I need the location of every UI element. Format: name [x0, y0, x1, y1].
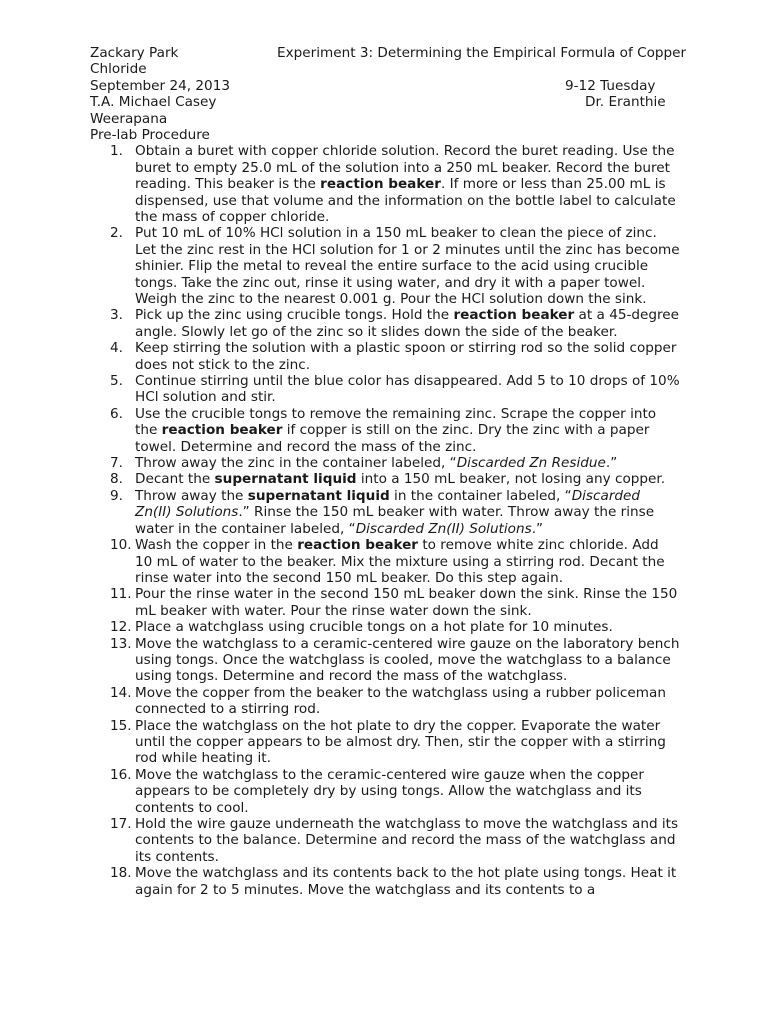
- header-row-3: [90, 78, 690, 94]
- step-number: 11.: [110, 586, 132, 603]
- procedure-step: [90, 685, 680, 718]
- step-number: 14.: [110, 684, 132, 701]
- step-text: in the container labeled, “: [389, 487, 572, 504]
- step-text: Put 10 mL of 10% HCl solution in a 150 mL beaker to clean the piece of zinc. Let the zinc rest in the HCl solution for 1 or 2 minutes until the zinc has become shinier. Flip the metal to reveal the entire surface to the acid using crucible tongs. Take the zinc out, rinse it using water, and dry it with a paper towel. Weigh the zinc to the nearest 0.001 g. Pour the HCl solution down the sink.: [135, 225, 680, 307]
- section-heading: Pre-lab Procedure: [90, 126, 210, 143]
- step-text: Keep stirring the solution with a plastic spoon or stirring rod so the solid copper does not stick to the zinc.: [135, 340, 677, 373]
- procedure-step: [90, 636, 680, 685]
- step-text: Move the watchglass and its contents back to the hot plate using tongs. Heat it again for 2 to 5 minutes. Move the watchglass and its contents to a: [135, 865, 677, 898]
- step-text: Wash the copper in the: [135, 537, 298, 554]
- step-text: Move the watchglass to a ceramic-centered wire gauze on the laboratory bench using tongs. Once the watchglass is cooled, move the watchglass to a balance using tongs. Determine and record the mass of the watchglass.: [135, 635, 680, 685]
- step-text: to remove white zinc chloride. Add 10 mL of water to the beaker. Mix the mixture using a stirring rod. Decant the rinse water into the second 150 mL beaker. Do this step again.: [135, 537, 665, 586]
- step-text: Throw away the: [135, 487, 248, 504]
- step-text: Pick up the zinc using crucible tongs. Hold the: [135, 307, 454, 324]
- step-number: 7.: [110, 455, 123, 472]
- header-row-1: [90, 45, 690, 61]
- step-number: 13.: [110, 635, 132, 652]
- procedure-step: [90, 373, 680, 406]
- procedure-step: [90, 488, 680, 537]
- step-number: 4.: [110, 340, 123, 357]
- step-number: 17.: [110, 816, 132, 832]
- teaching-assistant-continued: Weerapana: [90, 110, 168, 127]
- procedure-step: [90, 406, 680, 455]
- procedure-step: [90, 471, 680, 487]
- step-text: into a 150 mL beaker, not losing any copper.: [356, 471, 666, 488]
- step-number: 10.: [110, 537, 132, 554]
- procedure-step: [90, 619, 680, 635]
- step-text: Move the copper from the beaker to the watchglass using a rubber policeman connected to a stirring rod.: [135, 684, 666, 718]
- step-number: 9.: [110, 487, 123, 504]
- step-text: .”: [605, 455, 618, 472]
- step-text: Obtain a buret with copper chloride solution. Record the buret reading. Use the buret to empty 25.0 mL of the solution into a 250 mL beaker. Record the buret reading. This beaker is the: [135, 143, 675, 193]
- step-text: . If more or less than 25.00 mL is dispensed, use that volume and the information on the bottle label to calculate the mass of copper chloride.: [135, 176, 676, 225]
- lab-section: 9-12 Tuesday: [565, 77, 656, 94]
- procedure-step: [90, 586, 680, 619]
- header-row-5: [90, 111, 690, 127]
- step-text: if copper is still on the zinc. Dry the zinc with a paper towel. Determine and record the mass of the zinc.: [135, 422, 650, 455]
- procedure-step: [90, 865, 680, 898]
- experiment-date: September 24, 2013: [90, 77, 230, 94]
- step-text: at a 45-degree angle. Slowly let go of the zinc so it slides down the side of the beaker.: [135, 307, 680, 340]
- procedure-step: [90, 767, 680, 816]
- container-label: Discarded Zn Residue: [456, 455, 606, 472]
- step-text: Throw away the zinc in the container labeled, “: [135, 455, 457, 472]
- emphasis-term: reaction beaker: [161, 422, 283, 439]
- procedure-step: [90, 340, 680, 373]
- instructor-name: Dr. Eranthie: [585, 94, 666, 111]
- step-text: .” Rinse the 150 mL beaker with water. Throw away the rinse water in the container labeled, “: [135, 504, 655, 537]
- step-text: .”: [531, 520, 544, 537]
- step-number: 8.: [110, 471, 123, 488]
- step-number: 3.: [110, 307, 123, 324]
- procedure-list: [90, 143, 690, 898]
- header-row-2: [90, 61, 690, 77]
- step-number: 2.: [110, 225, 123, 242]
- procedure-step: [90, 225, 680, 307]
- emphasis-term: reaction beaker: [297, 537, 419, 554]
- step-text: Use the crucible tongs to remove the remaining zinc. Scrape the copper into the: [135, 405, 657, 439]
- step-number: 5.: [110, 373, 123, 390]
- container-label: Discarded Zn(II) Solutions: [135, 487, 641, 521]
- procedure-step: [90, 307, 680, 340]
- container-label: Discarded Zn(II) Solutions: [355, 520, 532, 537]
- step-number: 6.: [110, 405, 123, 422]
- experiment-title-continued: Chloride: [90, 61, 147, 78]
- step-text: Place a watchglass using crucible tongs on a hot plate for 10 minutes.: [135, 619, 613, 636]
- procedure-step: [90, 455, 680, 471]
- author-name: Zackary Park: [90, 45, 179, 61]
- step-text: Move the watchglass to the ceramic-centered wire gauze when the copper appears to be completely dry by using tongs. Allow the watchglass and its contents to cool.: [135, 766, 644, 816]
- step-text: Continue stirring until the blue color has disappeared. Add 5 to 10 drops of 10% HCl solution and stir.: [135, 373, 680, 406]
- document-body: [90, 45, 690, 898]
- step-number: 12.: [110, 619, 132, 636]
- procedure-step: [90, 816, 680, 865]
- emphasis-term: supernatant liquid: [247, 487, 390, 504]
- emphasis-term: reaction beaker: [320, 176, 441, 193]
- emphasis-term: supernatant liquid: [214, 471, 357, 488]
- step-number: 1.: [110, 143, 123, 160]
- experiment-title: Experiment 3: Determining the Empirical Formula of Copper: [277, 45, 687, 61]
- step-text: Pour the rinse water in the second 150 mL beaker down the sink. Rinse the 150 mL beaker with water. Pour the rinse water down the sink.: [135, 586, 678, 619]
- step-number: 15.: [110, 717, 132, 734]
- header-row-4: [90, 94, 690, 110]
- teaching-assistant: T.A. Michael Casey: [90, 94, 217, 111]
- step-text: Place the watchglass on the hot plate to dry the copper. Evaporate the water until the copper appears to be almost dry. Then, stir the copper with a stirring rod while heating it.: [135, 717, 666, 767]
- step-text: Decant the: [135, 471, 215, 488]
- step-number: 18.: [110, 865, 132, 882]
- step-number: 16.: [110, 766, 132, 783]
- procedure-step: [90, 143, 680, 225]
- procedure-step: [90, 718, 680, 767]
- emphasis-term: reaction beaker: [453, 307, 575, 324]
- procedure-step: [90, 537, 680, 586]
- step-text: Hold the wire gauze underneath the watchglass to move the watchglass and its contents to the balance. Determine and record the mass of the watchglass and its contents.: [135, 816, 679, 865]
